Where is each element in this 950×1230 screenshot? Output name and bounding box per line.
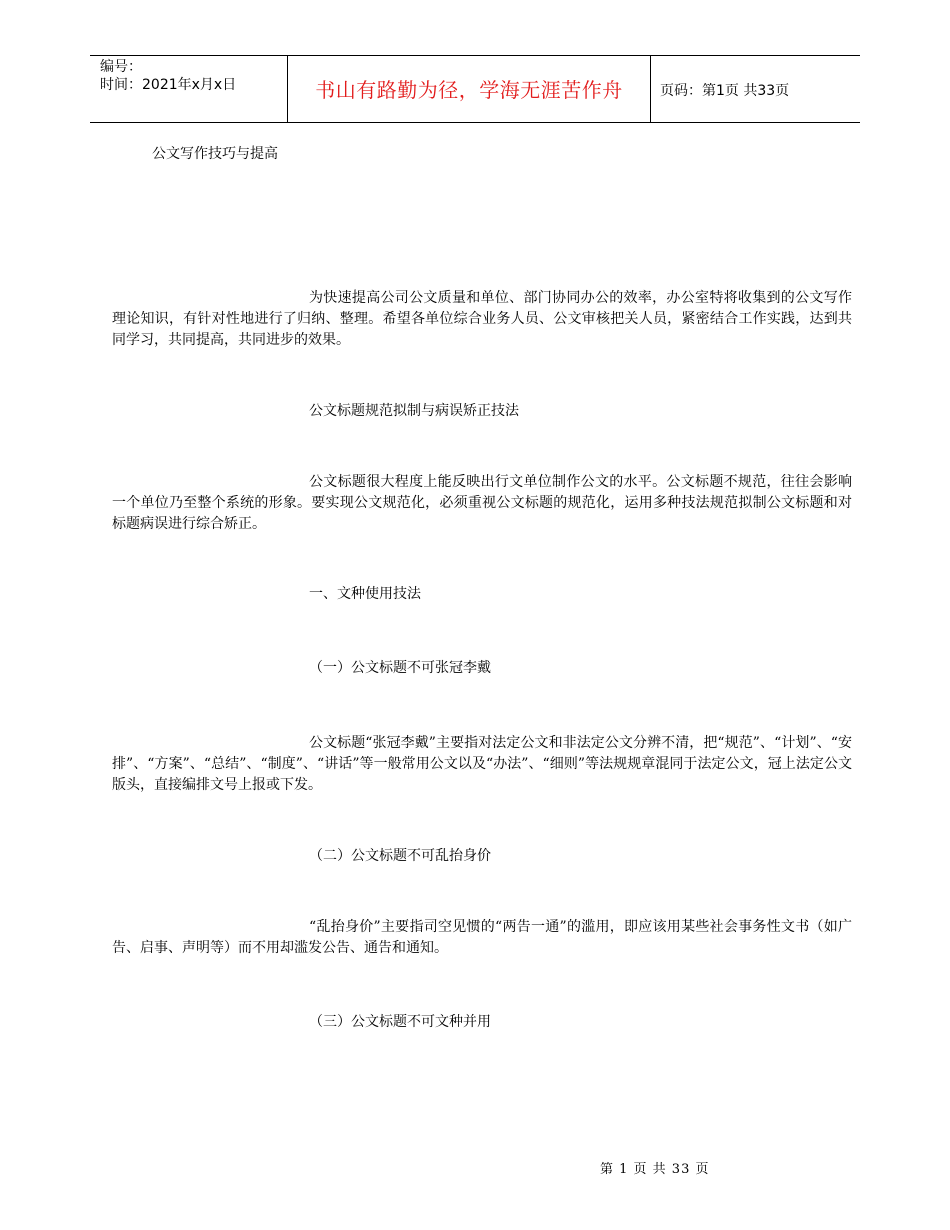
number-label: 编号： [100, 59, 142, 75]
page-header [90, 55, 860, 123]
part1-heading: 一、文种使用技法 [309, 586, 421, 602]
sub2-paragraph: “乱抬身价”主要指司空见惯的“两告一通”的滥用，即应该用某些社会事务性文书（如广告、启事、声明等）而不用却滥发公告、通告和通知。 [112, 919, 852, 956]
sub2-heading: （二）公文标题不可乱抬身价 [309, 848, 491, 864]
intro-paragraph: 为快速提高公司公文质量和单位、部门协同办公的效率，办公室特将收集到的公文写作理论知识，有针对性地进行了归纳、整理。希望各单位综合业务人员、公文审核把关人员，紧密结合工作实践，达到共同学习，共同提高，共同进步的效果。 [112, 290, 852, 348]
header-meta [100, 58, 236, 94]
section-intro-paragraph: 公文标题很大程度上能反映出行文单位制作公文的水平。公文标题不规范，往往会影响一个单位乃至整个系统的形象。要实现公文规范化，必须重视公文标题的规范化，运用多种技法规范拟制公文标题和对标题病误进行综合矫正。 [112, 474, 852, 532]
header-motto: 书山有路勤为径，学海无涯苦作舟 [315, 78, 623, 102]
document-title: 公文写作技巧与提高 [152, 146, 278, 162]
sub1-paragraph: 公文标题“张冠李戴”主要指对法定公文和非法定公文分辨不清，把“规范”、“计划”、“安排”、“方案”、“总结”、“制度”、“讲话”等一般常用公文以及“办法”、“细则”等法规规章混同于法定公文，冠上法定公文版头，直接编排文号上报或下发。 [112, 735, 852, 793]
header-page-info: 页码：第1页 共33页 [660, 83, 790, 99]
header-divider [650, 56, 651, 122]
section-title: 公文标题规范拟制与病误矫正技法 [309, 403, 519, 419]
sub1-heading: （一）公文标题不可张冠李戴 [309, 660, 491, 676]
time-label: 时间：2021年x月x日 [100, 77, 237, 93]
page-footer: 第 1 页 共 33 页 [600, 1162, 710, 1177]
sub3-heading: （三）公文标题不可文种并用 [309, 1014, 491, 1030]
